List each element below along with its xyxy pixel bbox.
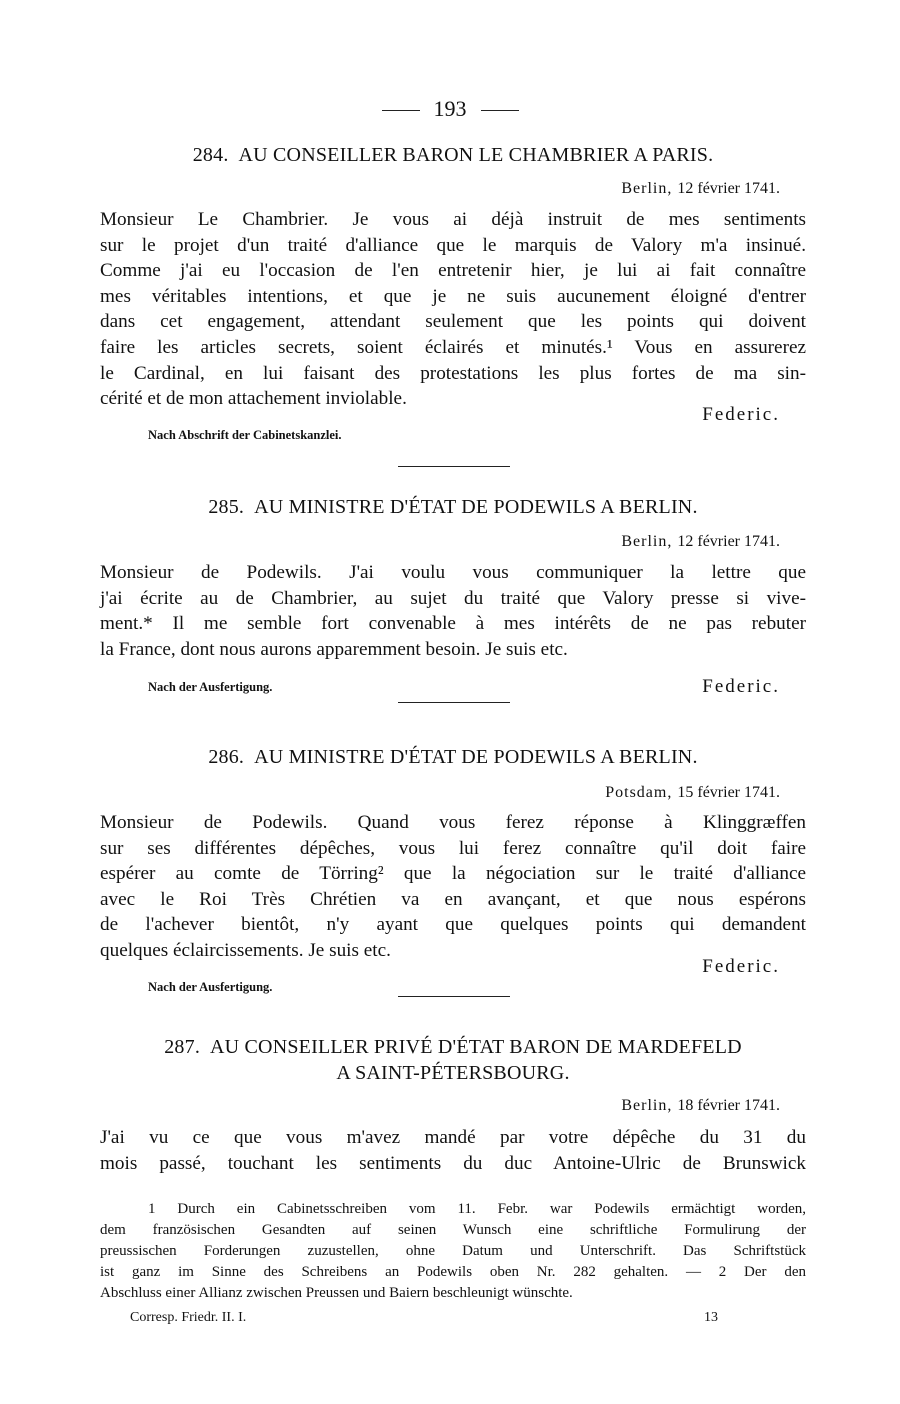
dash-right xyxy=(481,110,519,111)
letter-286-body: Monsieur de Podewils. Quand vous ferez réponse à Klinggræffen sur ses différentes dépêches, vous lui ferez connaître qu'il doit faire espérer au comte de Törring² que la négociation sur le traité d'alliance avec le Roi Très Chrétien va en avançant, et que nous espérons de l'achever bientôt, n'y ayant que quelques points qui demandent quelques éclaircissements. Je suis etc. xyxy=(100,812,806,961)
letter-287-dateline: Berlin, 18 février 1741. xyxy=(621,1097,780,1114)
letter-287-body: J'ai vu ce que vous m'avez mandé par votre dépêche du 31 du mois passé, touchant les sentiments du duc Antoine-Ulric de Brunswick xyxy=(100,1127,806,1174)
letter-286-source: Nach der Ausfertigung. xyxy=(148,980,273,994)
letter-284-body: Monsieur Le Chambrier. Je vous ai déjà instruit de mes sentiments sur le projet d'un traité d'alliance que le marquis de Valory m'a insinué. Comme j'ai eu l'occasion de l'en entretenir hier, je lui ai fait connaître mes véritables intentions, et que je ne suis aucunement éloigné d'entrer dans cet engagement, attendant seulement que les points qui doivent faire les articles secrets, soient éclairés et minutés.¹ Vous en assurerez le Cardinal, en lui faisant des protestations les plus fortes de ma sin- cérité et de mon attachement inviolable. xyxy=(100,209,806,410)
separator-rule xyxy=(398,466,510,467)
letter-286-signature: Federic. xyxy=(702,956,780,977)
footer-series-title: Corresp. Friedr. II. I. xyxy=(130,1310,247,1325)
footer-signature-mark: 13 xyxy=(704,1310,718,1325)
letter-285-signature: Federic. xyxy=(702,676,780,697)
letter-285-heading: 285. AU MINISTRE D'ÉTAT DE PODEWILS A BERLIN. xyxy=(208,496,698,518)
letter-286-dateline: Potsdam, 15 février 1741. xyxy=(605,784,780,801)
letter-284-signature: Federic. xyxy=(702,404,780,425)
letter-285-dateline: Berlin, 12 février 1741. xyxy=(621,533,780,550)
page-number: 193 xyxy=(0,96,900,122)
letter-284-heading: 284. AU CONSEILLER BARON LE CHAMBRIER A PARIS. xyxy=(192,144,714,166)
letter-285-source: Nach der Ausfertigung. xyxy=(148,680,273,694)
letter-284-source: Nach Abschrift der Cabinetskanzlei. xyxy=(148,428,342,442)
separator-rule xyxy=(398,702,510,703)
footnotes: 1 Durch ein Cabinetsschreiben vom 11. Febr. war Podewils ermächtigt worden, dem französischen Gesandten auf seinen Wunsch eine schriftliche Formulirung der preussischen Forderungen zuzustellen, ohne Datum und Unterschrift. Das Schriftstück ist ganz im Sinne des Schreibens an Podewils oben Nr. 282 gehalten. — 2 Der den Abschluss einer Allianz zwischen Preussen und Baiern beschleunigt wünschte. xyxy=(100,1201,806,1301)
dash-left xyxy=(382,110,420,111)
letter-285-body: Monsieur de Podewils. J'ai voulu vous communiquer la lettre que j'ai écrite au de Chambrier, au sujet du traité que Valory presse si vive- ment.* Il me semble fort convenable à mes intérêts de ne pas rebuter la France, dont nous aurons apparemment besoin. Je suis etc. xyxy=(100,562,806,660)
letter-284-dateline: Berlin, 12 février 1741. xyxy=(621,180,780,197)
letter-286-heading: 286. AU MINISTRE D'ÉTAT DE PODEWILS A BERLIN. xyxy=(208,746,698,768)
letter-287-heading: 287. AU CONSEILLER PRIVÉ D'ÉTAT BARON DE MARDEFELD A SAINT-PÉTERSBOURG. xyxy=(164,1036,742,1084)
separator-rule xyxy=(398,996,510,997)
